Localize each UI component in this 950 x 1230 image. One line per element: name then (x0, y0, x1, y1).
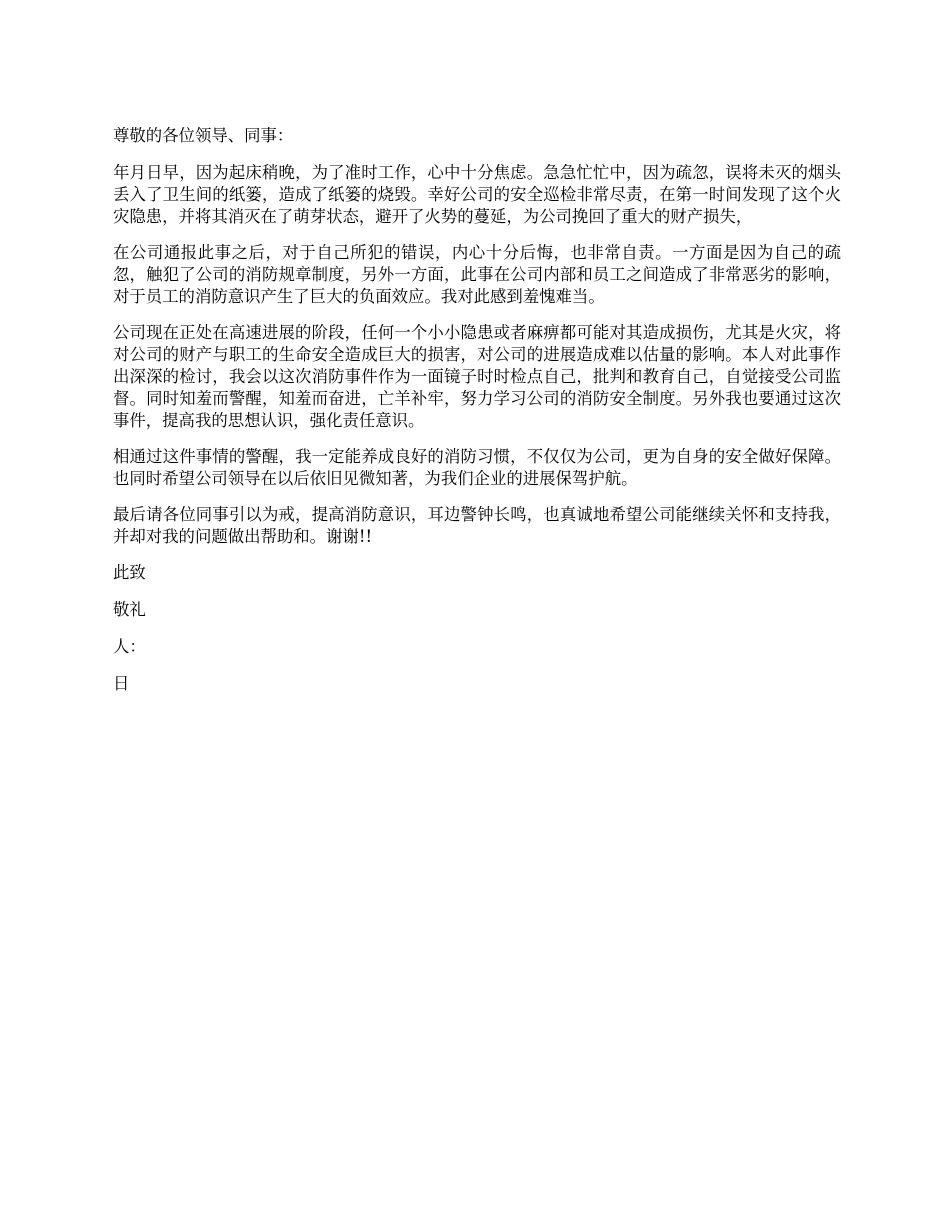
letter-closing-ci-zhi: 此致 (113, 563, 146, 582)
letter-closing-jing-li: 敬礼 (113, 600, 146, 619)
letter-salutation: 尊敬的各位领导、同事： (113, 126, 294, 145)
letter-document (113, 125, 841, 710)
letter-signature: 人： (113, 637, 146, 656)
letter-paragraph-2: 在公司通报此事之后，对于自己所犯的错误，内心十分后悔，也非常自责。一方面是因为自己的疏忽，触犯了公司的消防规章制度，另外一方面，此事在公司内部和员工之间造成了非常恶劣的影响，对于员工的消防意识产生了巨大的负面效应。我对此感到羞愧难当。 (113, 243, 841, 306)
letter-paragraph-1: 年月日早，因为起床稍晚，为了准时工作，心中十分焦虑。急急忙忙中，因为疏忽，误将未灭的烟头丢入了卫生间的纸篓，造成了纸篓的烧毁。幸好公司的安全巡检非常尽责，在第一时间发现了这个火灾隐患，并将其消灭在了萌芽状态，避开了火势的蔓延，为公司挽回了重大的财产损失， (113, 163, 841, 226)
letter-date: 日 (113, 674, 130, 693)
letter-paragraph-5: 最后请各位同事引以为戒，提高消防意识，耳边警钟长鸣，也真诚地希望公司能继续关怀和支持我，并却对我的问题做出帮助和。谢谢!! (113, 505, 841, 546)
letter-paragraph-4: 相通过这件事情的警醒，我一定能养成良好的消防习惯，不仅仅为公司，更为自身的安全做好保障。也同时希望公司领导在以后依旧见微知著，为我们企业的进展保驾护航。 (113, 447, 841, 488)
letter-paragraph-3: 公司现在正处在高速进展的阶段，任何一个小小隐患或者麻痹都可能对其造成损伤，尤其是火灾，将对公司的财产与职工的生命安全造成巨大的损害，对公司的进展造成难以估量的影响。本人对此事作出深深的检讨，我会以这次消防事件作为一面镜子时时检点自己，批判和教育自己，自觉接受公司监督。同时知羞而警醒，知羞而奋进，亡羊补牢，努力学习公司的消防安全制度。另外我也要通过这次事件，提高我的思想认识，强化责任意识。 (113, 323, 841, 430)
